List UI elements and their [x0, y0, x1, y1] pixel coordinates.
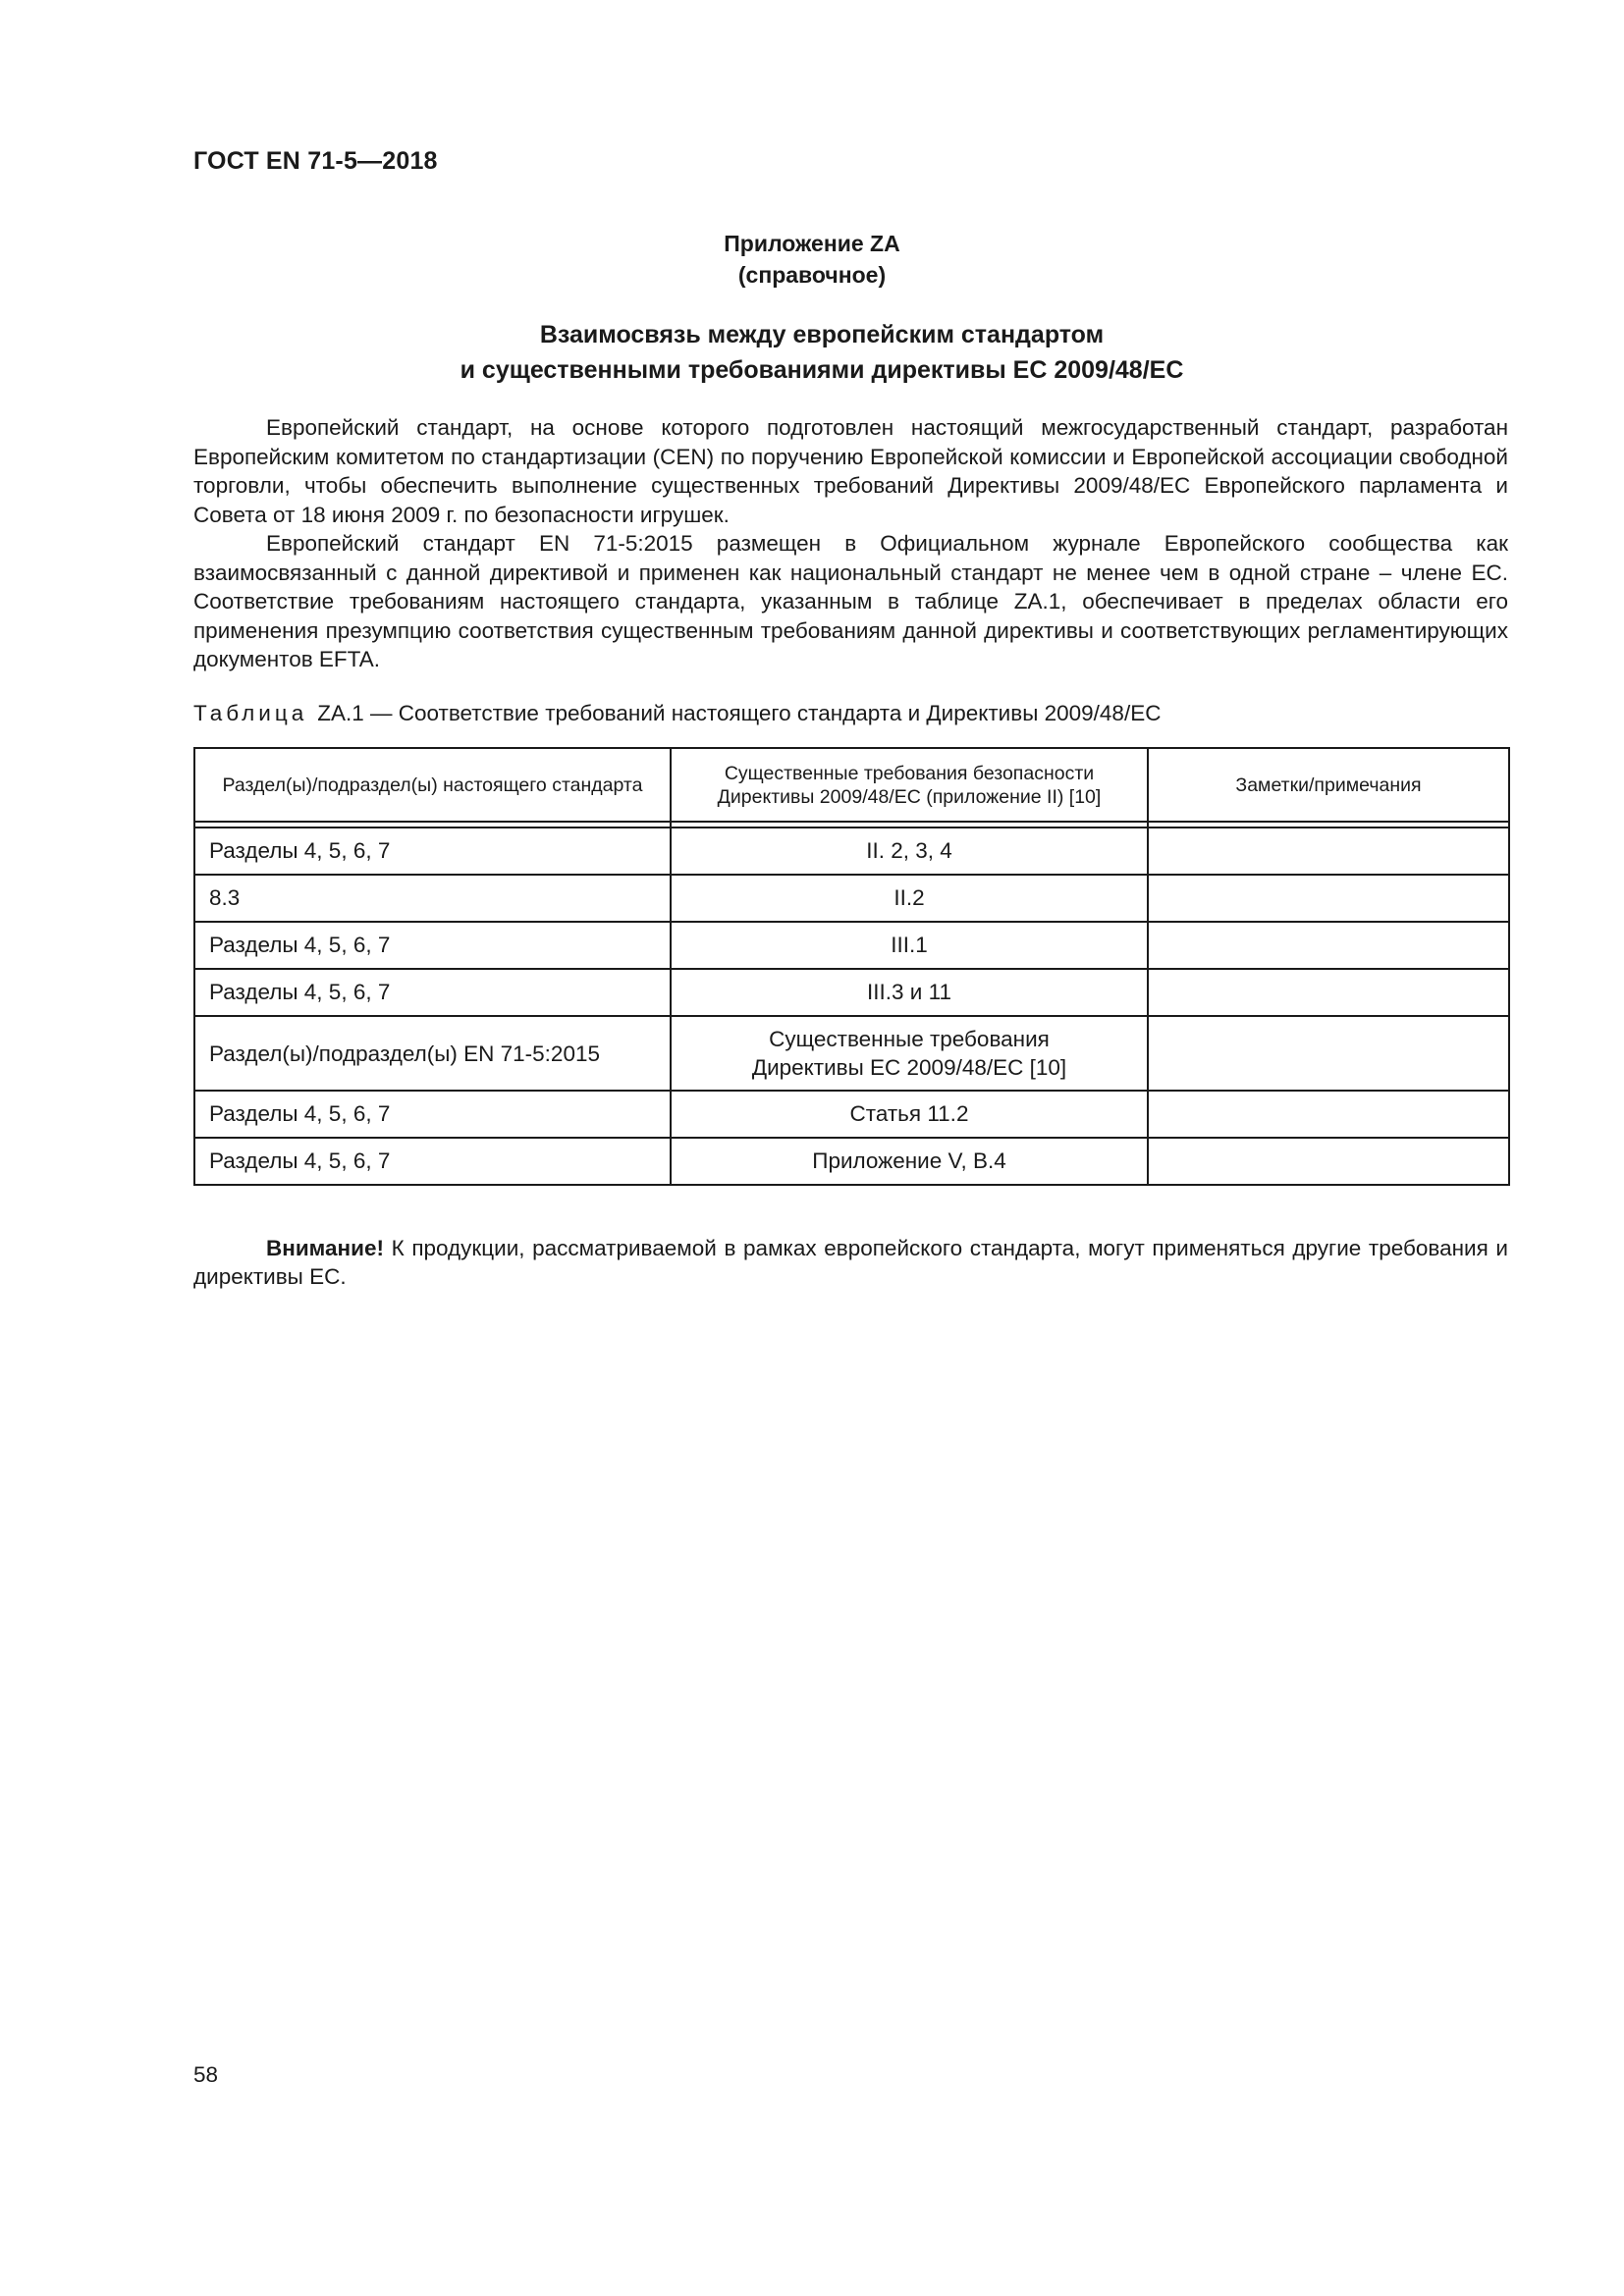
column-header-section: Раздел(ы)/подраздел(ы) настоящего стандарта [194, 748, 671, 822]
section-title-line-1: Взаимосвязь между европейским стандартом [539, 321, 1105, 348]
annex-title: Приложение ZA [724, 231, 900, 256]
cell-note [1148, 922, 1509, 969]
annex-status: (справочное) [737, 262, 887, 288]
cell-section: 8.3 [194, 875, 671, 922]
subheader-note [1148, 1016, 1509, 1091]
column-header-notes: Заметки/примечания [1148, 748, 1509, 822]
cell-note [1148, 1138, 1509, 1185]
cell-requirement: II.2 [671, 875, 1148, 922]
attention-label: Внимание! [266, 1235, 384, 1260]
cell-section: Разделы 4, 5, 6, 7 [194, 828, 671, 875]
attention-text: К продукции, рассматриваемой в рамках европейского стандарта, могут применяться другие требования и директивы ЕС. [193, 1235, 1508, 1289]
cell-requirement: II. 2, 3, 4 [671, 828, 1148, 875]
cell-section: Разделы 4, 5, 6, 7 [194, 969, 671, 1016]
section-title-line-2: и существенными требованиями директивы ЕС 2009/48/ЕС [460, 356, 1184, 384]
subheader-requirement [671, 1016, 1148, 1091]
page-number: 58 [193, 2062, 219, 2087]
subheader-section: Раздел(ы)/подраздел(ы) EN 71-5:2015 [194, 1016, 671, 1091]
table-caption-text: ZA.1 — Соответствие требований настоящего стандарта и Директивы 2009/48/ЕС [317, 701, 1162, 725]
table-row [194, 922, 1509, 969]
cell-note [1148, 1091, 1509, 1138]
column-header-requirement: Существенные требования безопасности Директивы 2009/48/ЕС (приложение II) [10] [671, 748, 1148, 822]
table-row [194, 875, 1509, 922]
cell-requirement: Приложение V, B.4 [671, 1138, 1148, 1185]
body-text [193, 413, 1508, 674]
table-caption-label: Таблица [193, 701, 308, 725]
cell-note [1148, 828, 1509, 875]
cell-note [1148, 875, 1509, 922]
cell-requirement: Статья 11.2 [671, 1091, 1148, 1138]
table-row [194, 828, 1509, 875]
table-caption [193, 701, 1161, 726]
subheader-requirement-line-2: Директивы ЕС 2009/48/ЕС [10] [751, 1055, 1067, 1080]
cell-requirement: III.3 и 11 [671, 969, 1148, 1016]
table-header-row [194, 748, 1509, 822]
section-title [0, 317, 1624, 388]
cell-note [1148, 969, 1509, 1016]
cell-section: Разделы 4, 5, 6, 7 [194, 1091, 671, 1138]
table-row [194, 1138, 1509, 1185]
cell-section: Разделы 4, 5, 6, 7 [194, 922, 671, 969]
document-code: ГОСТ EN 71-5—2018 [193, 147, 438, 175]
paragraph: Европейский стандарт, на основе которого подготовлен настоящий межгосударственный стандарт, разработан Европейским комитетом по стандартизации (CEN) по поручению Европейской комиссии и Европейской ассоциации свободной торговли, чтобы обеспечить выполнение существенных требований Директивы 2009/48/ЕС Европейского парламента и Совета от 18 июня 2009 г. по безопасности игрушек. [193, 415, 1508, 527]
table-subheader-row [194, 1016, 1509, 1091]
requirements-table [193, 747, 1510, 1186]
table-row [194, 969, 1509, 1016]
subheader-requirement-line-1: Существенные требования [769, 1027, 1050, 1051]
table-row [194, 1091, 1509, 1138]
cell-section: Разделы 4, 5, 6, 7 [194, 1138, 671, 1185]
paragraph: Европейский стандарт EN 71-5:2015 размещен в Официальном журнале Европейского сообщества как взаимосвязанный с данной директивой и применен как национальный стандарт не менее чем в одной стране – члене ЕС. Соответствие требованиям настоящего стандарта, указанным в таблице ZA.1, обеспечивает в пределах области его применения презумпцию соответствия существенным требованиям данной директивы и соответствующих регламентирующих документов EFTA. [193, 531, 1508, 671]
attention-note [193, 1234, 1508, 1292]
annex-heading [0, 228, 1624, 291]
cell-requirement: III.1 [671, 922, 1148, 969]
